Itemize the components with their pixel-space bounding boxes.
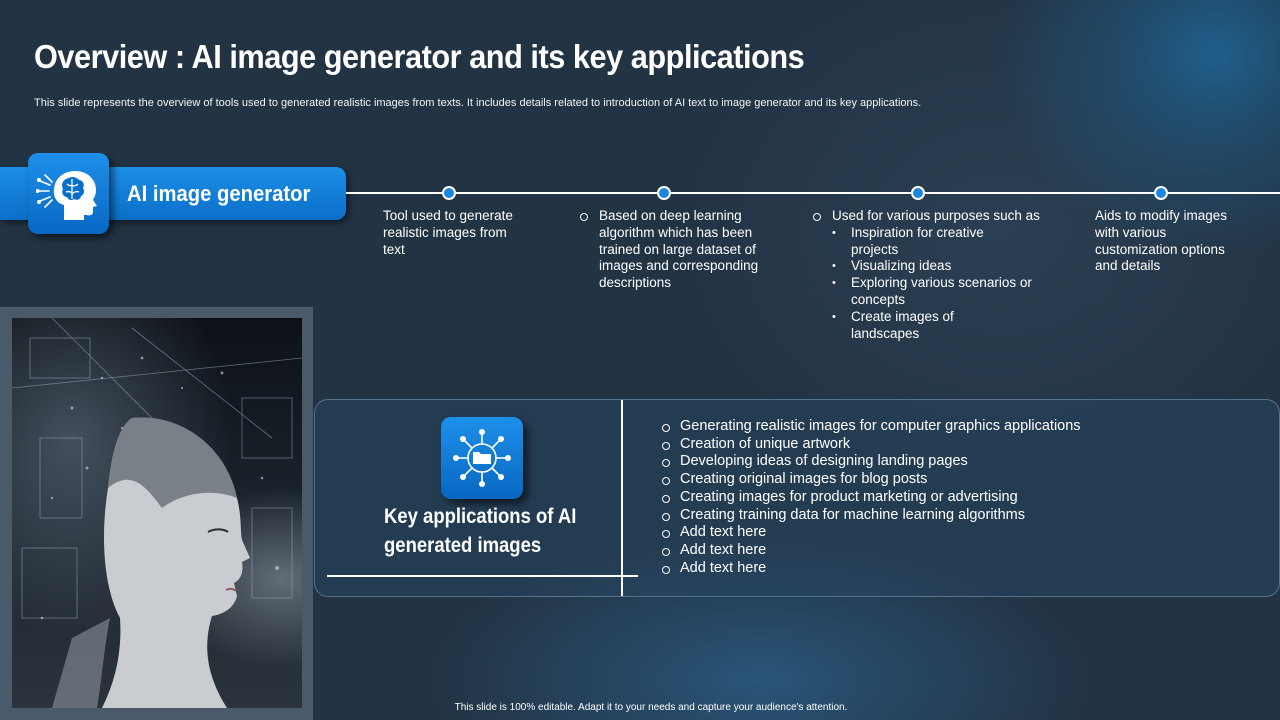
network-folder-icon (451, 427, 513, 489)
list-item: Creating images for product marketing or advertising (662, 489, 1081, 507)
slide-subtitle: This slide represents the overview of tools used to generated realistic images from texts. It includes details related to introduction of AI text to image generator and its key applications. (34, 97, 922, 109)
timeline-dot-2 (657, 186, 671, 200)
column-intro: Used for various purposes such as (832, 208, 1040, 223)
applications-list (662, 418, 1081, 577)
footer-note: This slide is 100% editable. Adapt it to your needs and capture your audience's attention. (454, 702, 848, 713)
slide-title: Overview : AI image generator and its key applications (34, 38, 805, 75)
list-item: Add text here (662, 524, 1081, 542)
banner-icon-box (28, 153, 109, 234)
applications-icon-box (441, 417, 523, 499)
ai-portrait-image (12, 318, 302, 708)
column-bullet (813, 208, 1053, 342)
sub-bullet: • Exploring various scenarios or concepts (832, 275, 1032, 309)
sub-bullet: • Create images of landscapes (832, 309, 962, 343)
timeline-dot-4 (1154, 186, 1168, 200)
list-item: Creation of unique artwork (662, 436, 1081, 454)
list-item: Developing ideas of designing landing pages (662, 453, 1081, 471)
sub-bullet: • Visualizing ideas (832, 258, 1053, 275)
timeline-column-2 (580, 208, 770, 292)
list-item: Add text here (662, 560, 1081, 578)
timeline-line (346, 192, 1280, 194)
column-text: Tool used to generate realistic images from text (383, 208, 513, 257)
banner-label: AI image generator (127, 181, 311, 206)
applications-title: Key applications of AI generated images (384, 505, 577, 557)
list-item: Creating training data for machine learning algorithms (662, 507, 1081, 525)
column-bullet: Based on deep learning algorithm which has been trained on large dataset of images and corresponding descriptions (580, 208, 770, 292)
column-text: Aids to modify images with various customization options and details (1095, 208, 1228, 274)
head-brain-icon (36, 167, 102, 221)
timeline-column-4 (1095, 208, 1245, 275)
timeline-dot-3 (911, 186, 925, 200)
list-item: Creating original images for blog posts (662, 471, 1081, 489)
applications-divider-vertical (621, 400, 623, 596)
sub-bullet: • Inspiration for creative projects (832, 225, 1012, 259)
applications-divider-horizontal (327, 575, 638, 577)
timeline-column-3 (813, 208, 1053, 342)
list-item: Generating realistic images for computer graphics applications (662, 418, 1081, 436)
timeline-dot-1 (442, 186, 456, 200)
list-item: Add text here (662, 542, 1081, 560)
timeline-column-1 (383, 208, 523, 258)
